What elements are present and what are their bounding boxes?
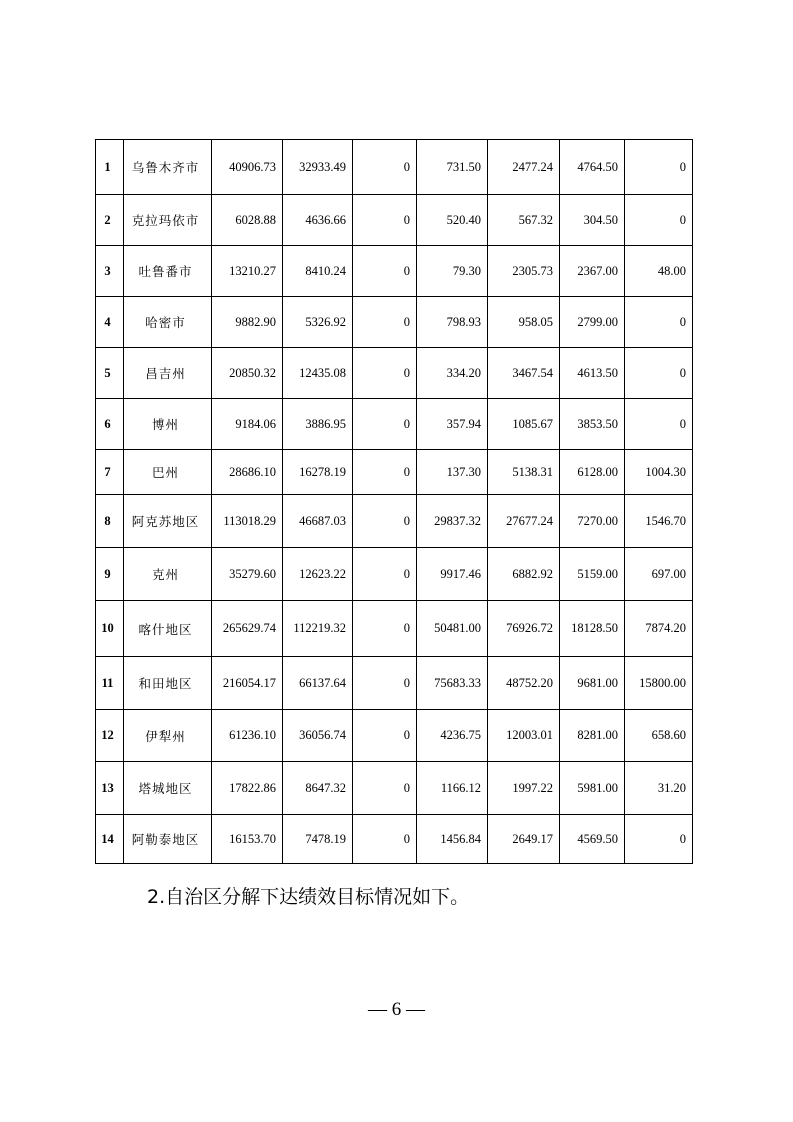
value-cell-c3: 0 [353,297,417,348]
value-cell-c6: 5981.00 [560,762,625,815]
table-row [96,601,693,657]
value-cell-c6: 4613.50 [560,348,625,399]
table-row [96,710,693,762]
value-cell-c4: 731.50 [417,140,488,195]
value-cell-c1: 9882.90 [212,297,283,348]
value-cell-c2: 46687.03 [283,495,353,548]
value-cell-c3: 0 [353,762,417,815]
table-row [96,815,693,864]
value-cell-c2: 5326.92 [283,297,353,348]
value-cell-c6: 4569.50 [560,815,625,864]
value-cell-c7: 0 [625,815,693,864]
value-cell-c2: 4636.66 [283,195,353,246]
value-cell-c1: 16153.70 [212,815,283,864]
row-index: 14 [96,815,124,864]
region-name: 乌鲁木齐市 [124,140,212,195]
value-cell-c7: 0 [625,195,693,246]
value-cell-c2: 8647.32 [283,762,353,815]
value-cell-c4: 520.40 [417,195,488,246]
value-cell-c3: 0 [353,450,417,495]
table-row [96,140,693,195]
value-cell-c5: 2305.73 [488,246,560,297]
value-cell-c1: 265629.74 [212,601,283,657]
value-cell-c4: 29837.32 [417,495,488,548]
value-cell-c3: 0 [353,348,417,399]
value-cell-c1: 9184.06 [212,399,283,450]
row-index: 12 [96,710,124,762]
table-row [96,657,693,710]
value-cell-c7: 48.00 [625,246,693,297]
value-cell-c5: 76926.72 [488,601,560,657]
region-data-table [95,139,693,864]
value-cell-c5: 1085.67 [488,399,560,450]
value-cell-c4: 1456.84 [417,815,488,864]
value-cell-c7: 1004.30 [625,450,693,495]
value-cell-c7: 1546.70 [625,495,693,548]
region-name: 阿克苏地区 [124,495,212,548]
value-cell-c5: 958.05 [488,297,560,348]
table-row [96,450,693,495]
region-name: 博州 [124,399,212,450]
value-cell-c3: 0 [353,548,417,601]
region-name: 塔城地区 [124,762,212,815]
value-cell-c6: 7270.00 [560,495,625,548]
table-row [96,348,693,399]
value-cell-c2: 12435.08 [283,348,353,399]
region-name: 巴州 [124,450,212,495]
value-cell-c2: 7478.19 [283,815,353,864]
region-name: 阿勒泰地区 [124,815,212,864]
value-cell-c6: 2799.00 [560,297,625,348]
value-cell-c1: 61236.10 [212,710,283,762]
value-cell-c1: 6028.88 [212,195,283,246]
value-cell-c1: 35279.60 [212,548,283,601]
value-cell-c1: 20850.32 [212,348,283,399]
value-cell-c3: 0 [353,601,417,657]
value-cell-c6: 5159.00 [560,548,625,601]
value-cell-c7: 15800.00 [625,657,693,710]
region-name: 昌吉州 [124,348,212,399]
value-cell-c7: 697.00 [625,548,693,601]
value-cell-c3: 0 [353,246,417,297]
value-cell-c3: 0 [353,140,417,195]
value-cell-c6: 18128.50 [560,601,625,657]
table-row [96,548,693,601]
value-cell-c1: 28686.10 [212,450,283,495]
table-row [96,399,693,450]
value-cell-c3: 0 [353,495,417,548]
row-index: 1 [96,140,124,195]
row-index: 10 [96,601,124,657]
value-cell-c2: 16278.19 [283,450,353,495]
value-cell-c2: 12623.22 [283,548,353,601]
value-cell-c4: 334.20 [417,348,488,399]
value-cell-c7: 0 [625,348,693,399]
section-paragraph: 2.自治区分解下达绩效目标情况如下。 [147,886,470,908]
row-index: 5 [96,348,124,399]
value-cell-c1: 13210.27 [212,246,283,297]
value-cell-c4: 79.30 [417,246,488,297]
value-cell-c3: 0 [353,710,417,762]
value-cell-c7: 0 [625,140,693,195]
value-cell-c3: 0 [353,195,417,246]
row-index: 13 [96,762,124,815]
table-row [96,246,693,297]
value-cell-c1: 17822.86 [212,762,283,815]
value-cell-c2: 32933.49 [283,140,353,195]
value-cell-c6: 2367.00 [560,246,625,297]
value-cell-c6: 4764.50 [560,140,625,195]
value-cell-c5: 5138.31 [488,450,560,495]
value-cell-c3: 0 [353,657,417,710]
value-cell-c4: 9917.46 [417,548,488,601]
value-cell-c5: 3467.54 [488,348,560,399]
table-row [96,195,693,246]
region-name: 克州 [124,548,212,601]
region-name: 和田地区 [124,657,212,710]
value-cell-c3: 0 [353,815,417,864]
value-cell-c7: 0 [625,297,693,348]
region-name: 克拉玛依市 [124,195,212,246]
value-cell-c4: 1166.12 [417,762,488,815]
value-cell-c4: 137.30 [417,450,488,495]
table-body [96,140,693,864]
region-name: 喀什地区 [124,601,212,657]
value-cell-c5: 27677.24 [488,495,560,548]
value-cell-c5: 2649.17 [488,815,560,864]
value-cell-c4: 357.94 [417,399,488,450]
row-index: 2 [96,195,124,246]
region-name: 哈密市 [124,297,212,348]
table-row [96,495,693,548]
value-cell-c6: 6128.00 [560,450,625,495]
value-cell-c2: 3886.95 [283,399,353,450]
value-cell-c1: 113018.29 [212,495,283,548]
value-cell-c2: 112219.32 [283,601,353,657]
region-name: 吐鲁番市 [124,246,212,297]
region-name: 伊犁州 [124,710,212,762]
value-cell-c7: 0 [625,399,693,450]
value-cell-c5: 48752.20 [488,657,560,710]
value-cell-c5: 1997.22 [488,762,560,815]
value-cell-c3: 0 [353,399,417,450]
value-cell-c5: 2477.24 [488,140,560,195]
value-cell-c1: 40906.73 [212,140,283,195]
row-index: 4 [96,297,124,348]
value-cell-c2: 8410.24 [283,246,353,297]
value-cell-c6: 304.50 [560,195,625,246]
value-cell-c7: 7874.20 [625,601,693,657]
value-cell-c5: 12003.01 [488,710,560,762]
table-row [96,762,693,815]
row-index: 6 [96,399,124,450]
value-cell-c5: 567.32 [488,195,560,246]
value-cell-c4: 4236.75 [417,710,488,762]
value-cell-c6: 9681.00 [560,657,625,710]
value-cell-c6: 8281.00 [560,710,625,762]
row-index: 3 [96,246,124,297]
row-index: 8 [96,495,124,548]
value-cell-c6: 3853.50 [560,399,625,450]
value-cell-c5: 6882.92 [488,548,560,601]
value-cell-c7: 658.60 [625,710,693,762]
value-cell-c4: 50481.00 [417,601,488,657]
row-index: 11 [96,657,124,710]
table-row [96,297,693,348]
value-cell-c4: 798.93 [417,297,488,348]
row-index: 7 [96,450,124,495]
value-cell-c2: 66137.64 [283,657,353,710]
value-cell-c7: 31.20 [625,762,693,815]
page-number: — 6 — [368,999,425,1020]
value-cell-c1: 216054.17 [212,657,283,710]
row-index: 9 [96,548,124,601]
value-cell-c2: 36056.74 [283,710,353,762]
value-cell-c4: 75683.33 [417,657,488,710]
